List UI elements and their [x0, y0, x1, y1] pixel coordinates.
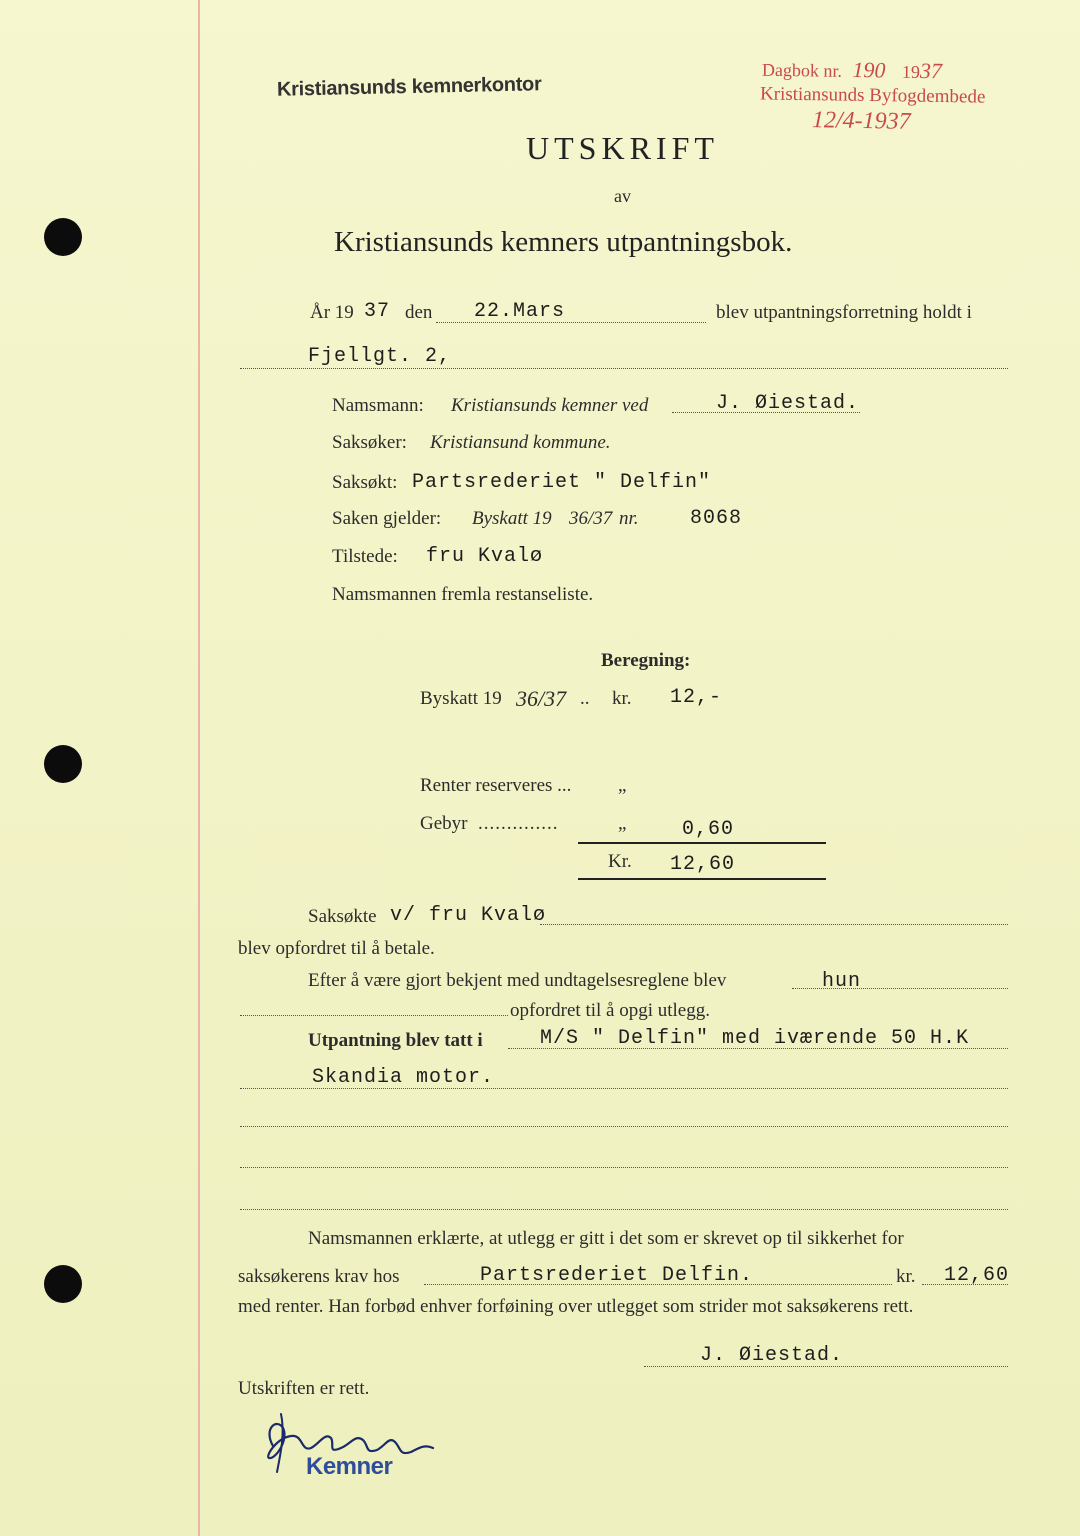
- certified-text: Utskriften er rett.: [238, 1378, 370, 1399]
- opfordret-text: blev opfordret til å betale.: [238, 938, 435, 959]
- document-subtitle: Kristiansunds kemners utpantningsbok.: [334, 226, 793, 258]
- saksokte-label: Saksøkte: [308, 906, 377, 927]
- title-av: av: [614, 186, 631, 206]
- ar-label: År 19: [310, 302, 354, 323]
- declaration-line-1: Namsmannen erklærte, at utlegg er gitt i det som er skrevet op til sikkerhet for: [308, 1228, 904, 1249]
- dagbok-year-suffix: 37: [919, 57, 943, 84]
- intro-year: 37: [364, 300, 391, 323]
- punch-hole-bottom: [44, 1265, 82, 1303]
- saksokt-value: Partsrederiet " Delfin": [412, 471, 712, 494]
- gebyr-dots: ..............: [478, 813, 559, 834]
- gebyr-ditto: „: [618, 813, 627, 834]
- restanse-text: Namsmannen fremla restanseliste.: [332, 584, 594, 605]
- document-title: UTSKRIFT: [526, 130, 719, 166]
- byskatt-label: Byskatt 19: [420, 688, 502, 709]
- efter-text: Efter å være gjort bekjent med undtagelsesreglene blev: [308, 970, 727, 991]
- byskatt-dots: ..: [580, 688, 590, 709]
- tilstede-value: fru Kvalø: [426, 545, 544, 568]
- intro-date: 22.Mars: [474, 300, 566, 323]
- margin-line: [198, 0, 200, 1536]
- dagbok-stamp: [762, 56, 942, 85]
- punch-hole-top: [44, 218, 82, 256]
- gebyr-label: Gebyr: [420, 813, 468, 834]
- sum-rule-top: [578, 842, 826, 844]
- saken-value: Byskatt 19: [472, 508, 552, 529]
- sum-rule-bottom: [578, 878, 826, 880]
- received-date: 12/4-1937: [811, 107, 911, 135]
- declaration-amount: 12,60: [944, 1264, 1010, 1287]
- punch-hole-middle: [44, 745, 82, 783]
- declaration-line-2-pre: saksøkerens krav hos: [238, 1266, 400, 1287]
- kemner-stamp: Kemner: [306, 1453, 393, 1480]
- intro-location: Fjellgt. 2,: [308, 345, 452, 368]
- saken-nr-label: nr.: [619, 508, 639, 529]
- declaration-line-3: med renter. Han forbød enhver forføining over utlegget som strider mot saksøkerens rett.: [238, 1296, 914, 1317]
- efter-value: hun: [822, 970, 862, 993]
- den-label: den: [405, 302, 433, 323]
- tilstede-label: Tilstede:: [332, 546, 398, 567]
- opgi-text: opfordret til å opgi utlegg.: [510, 1000, 710, 1021]
- namsmann-label: Namsmann:: [332, 395, 424, 416]
- byskatt-years: 36/37: [516, 686, 567, 711]
- namsmann-person: J. Øiestad.: [716, 392, 860, 415]
- utpantning-value: M/S " Delfin" med iværende 50 H.K: [540, 1027, 970, 1050]
- saksoker-value: Kristiansund kommune.: [430, 432, 611, 453]
- byskatt-amount: 12,-: [670, 686, 723, 709]
- saken-nr: 8068: [690, 507, 743, 530]
- saksokte-value: v/ fru Kvalø: [390, 904, 547, 927]
- declaration-debtor: Partsrederiet Delfin.: [480, 1264, 754, 1287]
- utpantning-label: Utpantning blev tatt i: [308, 1030, 483, 1051]
- court-stamp: Kristiansunds Byfogdembede: [759, 83, 986, 108]
- saken-years: 36/37: [569, 508, 613, 529]
- office-stamp: Kristiansunds kemnerkontor: [276, 73, 542, 101]
- utpantning-value-2: Skandia motor.: [312, 1066, 495, 1089]
- renter-ditto: „: [618, 775, 627, 796]
- saksoker-label: Saksøker:: [332, 432, 407, 453]
- declaration-kr-label: kr.: [896, 1266, 916, 1287]
- renter-label: Renter reserveres ...: [420, 775, 572, 796]
- total-label: Kr.: [608, 851, 632, 872]
- dagbok-label: Dagbok nr.: [761, 59, 843, 81]
- byskatt-kr-label: kr.: [612, 688, 632, 709]
- saksokt-label: Saksøkt:: [332, 472, 398, 493]
- namsmann-value: Kristiansunds kemner ved: [451, 395, 649, 416]
- total-amount: 12,60: [670, 853, 736, 876]
- saken-label: Saken gjelder:: [332, 508, 442, 529]
- calculation-heading: Beregning:: [601, 650, 691, 671]
- held-text: blev utpantningsforretning holdt i: [716, 302, 972, 323]
- dagbok-year-prefix: 19: [901, 61, 921, 82]
- dagbok-number: 190: [852, 57, 886, 83]
- typed-signature: J. Øiestad.: [700, 1344, 844, 1367]
- gebyr-amount: 0,60: [682, 818, 735, 841]
